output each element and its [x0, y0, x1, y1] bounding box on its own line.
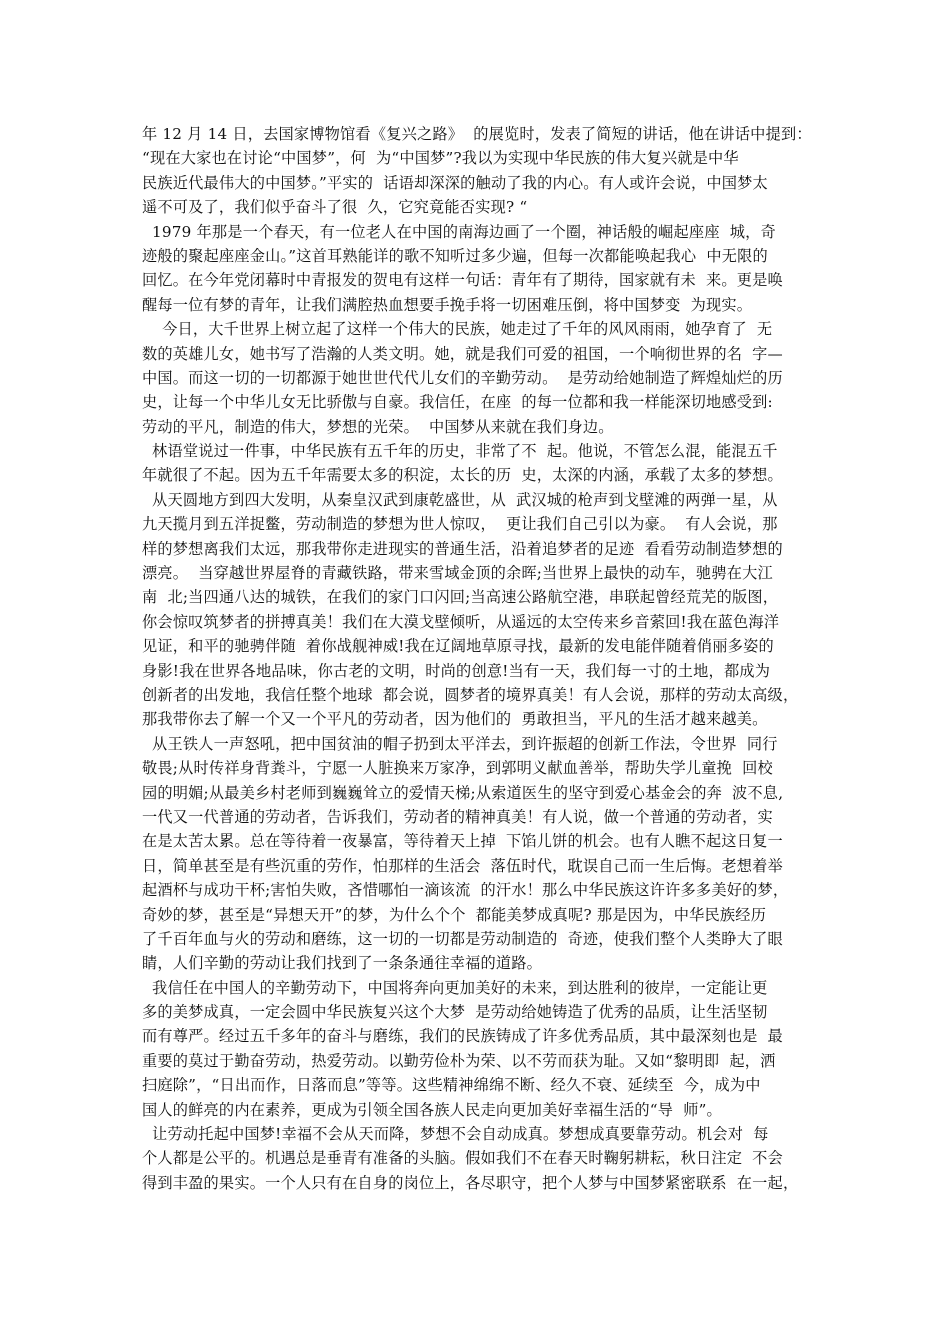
text-line: 个人都是公平的。机遇总是垂青有准备的头脑。假如我们不在春天时鞠躬耕耘，秋日注定 不会 [142, 1149, 783, 1168]
text-line: 园的明媚;从最美乡村老师到巍巍耸立的爱情天梯;从索道医生的坚守到爱心基金会的奔 波不息, [142, 783, 784, 802]
text-line: 一代又一代普通的劳动者，告诉我们，劳动者的精神真美！有人说，做一个普通的劳动者，实 [142, 807, 773, 826]
text-line: 国人的鲜亮的内在素养，更成为引领全国各族人民走向更加美好幸福生活的“导 师”。 [142, 1100, 722, 1119]
text-line: 醒每一位有梦的青年，让我们满腔热血想要手挽手将一切困难压倒，将中国梦变 为现实。 [142, 295, 753, 314]
text-line: 创新者的出发地，我信任整个地球 都会说，圆梦者的境界真美！有人会说，那样的劳动太高级， [142, 685, 799, 704]
text-line: 而有尊严。经过五千多年的奋斗与磨练，我们的民族铸成了许多优秀品质，其中最深刻也是 最 [142, 1027, 783, 1046]
text-line: 年就很了不起。因为五千年需要太多的积淀，太长的历 史，太深的内涵，承载了太多的梦想。 [142, 466, 783, 485]
text-line: 我信任在中国人的辛勤劳动下，中国将奔向更加美好的未来，到达胜利的彼岸，一定能让更 [142, 978, 768, 997]
document-body [142, 122, 822, 1195]
text-line: 你会惊叹筑梦者的拼搏真美！我们在大漠戈壁倾听，从遥远的太空传来乡音萦回!我在蓝色海洋 [142, 612, 780, 631]
text-line: 扫庭除”，“日出而作，日落而息”等等。这些精神绵绵不断、经久不衰、延续至 今，成为中 [142, 1076, 761, 1095]
text-line: 日，简单甚至是有些沉重的劳作，怕那样的生活会 落伍时代，耽误自己而一生后悔。老想着举 [142, 856, 783, 875]
text-line: 遥不可及了，我们似乎奋斗了很 久，它究竟能否实现? “ [142, 198, 528, 217]
text-line: 得到丰盈的果实。一个人只有在自身的岗位上，各尽职守，把个人梦与中国梦紧密联系 在一起， [142, 1173, 799, 1192]
text-line: 迹般的聚起座座金山。”这首耳熟能详的歌不知听过多少遍，但每一次都能唤起我心 中无限的 [142, 246, 768, 265]
text-line: 劳动的平凡，制造的伟大，梦想的光荣。 中国梦从来就在我们身边。 [142, 417, 614, 436]
text-line: 林语堂说过一件事，中华民族有五千年的历史，非常了不 起。他说，不管怎么混，能混五千 [142, 442, 778, 461]
text-line: 中国。而这一切的一切都源于她世世代代儿女们的辛勤劳动。 是劳动给她制造了辉煌灿烂的历 [142, 368, 783, 387]
text-line: 今日，大千世界上树立起了这样一个伟大的民族，她走过了千年的风风雨雨，她孕育了 无 [142, 320, 773, 339]
text-line: 那我带你去了解一个又一个平凡的劳动者，因为他们的 勇敢担当，平凡的生活才越来越美。 [142, 710, 768, 729]
text-line: 史，让每一个中华儿女无比骄傲与自豪。我信任，在座 的每一位都和我一样能深切地感受到: [142, 393, 773, 412]
text-line: 年 12 月 14 日，去国家博物馆看《复兴之路》 的展览时，发表了简短的讲话，他在讲话中提到： [142, 125, 812, 143]
text-line: 从天圆地方到四大发明，从秦皇汉武到康乾盛世，从 武汉城的枪声到戈壁滩的两弹一星，从 [142, 490, 778, 509]
text-line: 回忆。在今年党闭幕时中青报发的贺电有这样一句话：青年有了期待，国家就有未 来。更是唤 [142, 271, 783, 290]
text-line: 漂亮。 当穿越世界屋脊的青藏铁路，带来雪域金顶的余晖;当世界上最快的动车，驰骋在大江 [142, 564, 773, 583]
text-line: 1979 年那是一个春天，有一位老人在中国的南海边画了一个圈，神话般的崛起座座 城，奇 [142, 222, 776, 241]
text-line: 身影!我在世界各地品味，你古老的文明，时尚的创意!当有一天，我们每一寸的土地，都成为 [142, 661, 771, 680]
text-line: 民族近代最伟大的中国梦。”平实的 话语却深深的触动了我的内心。有人或许会说，中国梦太 [142, 173, 768, 192]
text-line: 重要的莫过于勤奋劳动，热爱劳动。以勤劳俭朴为荣、以不劳而获为耻。又如“黎明即 起，洒 [142, 1051, 776, 1070]
text-line: 样的梦想离我们太远，那我带你走进现实的普通生活，沿着追梦者的足迹 看看劳动制造梦想的 [142, 539, 783, 558]
text-line: 敬畏;从时传祥身背粪斗，宁愿一人脏换来万家净，到郭明义献血善举，帮助失学儿童挽 回校 [142, 759, 773, 778]
text-line: 数的英雄儿女，她书写了浩瀚的人类文明。她，就是我们可爱的祖国，一个响彻世界的名 字— [142, 344, 783, 363]
text-line: 多的美梦成真，一定会圆中华民族复兴这个大梦 是劳动给她铸造了优秀的品质，让生活坚韧 [142, 1003, 768, 1022]
text-line: “现在大家也在讨论“中国梦”，何 为“中国梦”?我以为实现中华民族的伟大复兴就是中华 [142, 149, 739, 168]
text-line: 让劳动托起中国梦!幸福不会从天而降，梦想不会自动成真。梦想成真要靠劳动。机会对 每 [142, 1125, 769, 1144]
text-line: 南 北;当四通八达的城铁，在我们的家门口闪回;当高速公路航空港，串联起曾经荒芜的版图， [142, 588, 779, 607]
text-line: 睛，人们辛勤的劳动让我们找到了一条条通往幸福的道路。 [142, 954, 543, 973]
text-line: 见证，和平的驰骋伴随 着你战舰神威!我在辽阔地草原寻找，最新的发电能伴随着俏丽多姿的 [142, 637, 774, 656]
text-line: 九天揽月到五洋捉鳖，劳动制造的梦想为世人惊叹， 更让我们自己引以为豪。 有人会说，那 [142, 515, 778, 534]
text-line: 在是太苦太累。总在等待着一夜暴富，等待着天上掉 下馅儿饼的机会。也有人瞧不起这日复一 [142, 832, 783, 851]
text-line: 了千百年血与火的劳动和磨练，这一切的一切都是劳动制造的 奇迹，使我们整个人类睁大了眼 [142, 929, 783, 948]
text-line: 奇妙的梦，甚至是“异想天开”的梦，为什么个个 都能美梦成真呢? 那是因为，中华民族经历 [142, 905, 767, 924]
text-line: 起酒杯与成功干杯;害怕失败，吝惜哪怕一滴该流 的汗水！那么中华民族这许许多多美好的梦， [142, 881, 789, 900]
text-line: 从王铁人一声怒吼，把中国贫油的帽子扔到太平洋去，到许振超的创新工作法，令世界 同行 [142, 734, 778, 753]
